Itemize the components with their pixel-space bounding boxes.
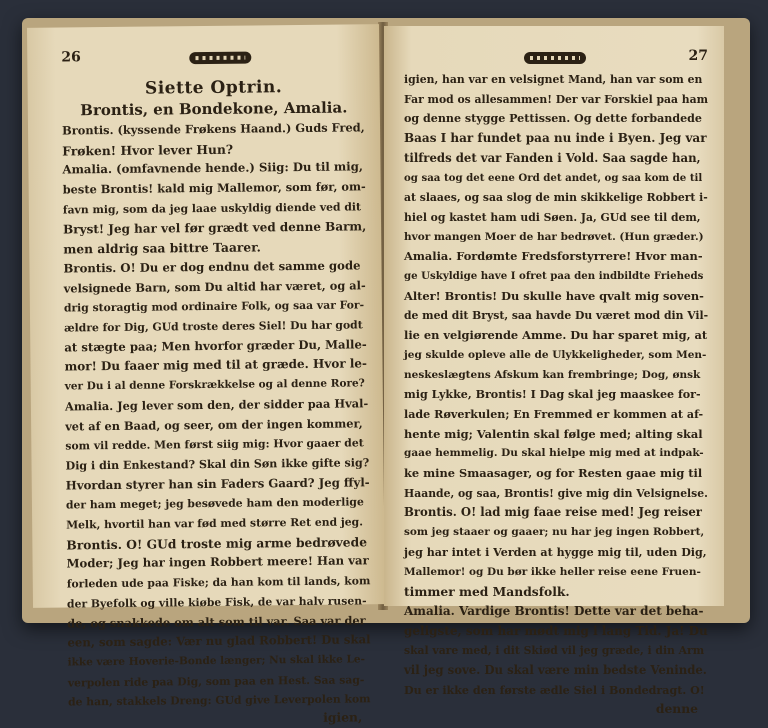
text-line: ge Uskyldige have I ofret paa den indbildte Frieheds xyxy=(404,270,704,283)
text-line: geligste, som har mødt mig i lang Tid. Ja! Du xyxy=(404,623,708,638)
text-line: Brontis. O! GUd troste mig arme bedrøvede xyxy=(66,534,368,553)
text-line: tilfreds det var Fanden i Vold. Saa sagde han, xyxy=(404,150,701,165)
text-line: der ham meget; jeg besøvede ham den moderlige xyxy=(65,495,364,512)
text-line: Frøken! Hvor lever Hun? xyxy=(62,141,234,159)
text-line: Amalia. (omfavnende hende.) Siig: Du til mig, xyxy=(62,159,363,177)
text-line: Brontis. O! lad mig faae reise med! Jeg reiser xyxy=(404,505,702,520)
text-line: timmer med Mandsfolk. xyxy=(404,584,570,600)
text-line: lie en velgiørende Amme. Du har sparet mig, at xyxy=(404,328,708,343)
text-line: skal vare med, i dit Skiød vil jeg græde, i din Arm xyxy=(404,644,705,658)
text-line: de med dit Bryst, saa havde Du været mod din Vil- xyxy=(404,309,709,323)
text-line: Far mod os allesammen! Der var Forskiel paa ham xyxy=(404,92,709,106)
text-line: ke mine Smaasager, og for Resten gaae mig til xyxy=(404,466,703,481)
text-line: mig Lykke, Brontis! I Dag skal jeg maaskee for- xyxy=(404,388,701,402)
text-line: jeg skulde opleve alle de Ulykkeligheder, som Men- xyxy=(404,348,707,361)
text-line: Amalia. Fordømte Fredsforstyrrere! Hvor man- xyxy=(404,249,703,264)
right-catchword: denne xyxy=(655,700,698,716)
text-line: de, og snakkede om alt som til var. Saa var der xyxy=(67,612,366,631)
text-line: een, som sagde: Vær nu glad Robbert! Du skal xyxy=(67,632,371,650)
text-line: Mallemor! og Du bør ikke heller reise eene Fruen- xyxy=(404,565,701,578)
text-line: ver Du i al denne Forskrækkelse og al denne Rore? xyxy=(64,377,365,393)
text-line: Alter! Brontis! Du skulle have qvalt mig soven- xyxy=(404,288,704,303)
left-catchword: igien, xyxy=(323,709,363,725)
text-line: vil jeg sove. Du skal være min bedste Veninde. xyxy=(404,663,707,678)
right-text-body xyxy=(404,70,708,701)
text-line: men aldrig saa bittre Taarer. xyxy=(63,239,261,257)
text-line: mor! Du faaer mig med til at græde. Hvor le- xyxy=(64,356,368,374)
text-line: Bryst! Jeg har vel før grædt ved denne Barm, xyxy=(63,218,367,237)
text-line: forleden ude paa Fiske; da han kom til lands, kom xyxy=(66,574,371,591)
text-line: Melk, hvortil han var fød med større Ret end jeg. xyxy=(66,515,364,532)
text-line: Haande, og saa, Brontis! give mig din Velsignelse. xyxy=(404,486,708,500)
text-line: drig storagtig mod ordinaire Folk, og saa var For- xyxy=(63,298,365,315)
left-text-body xyxy=(62,118,372,712)
text-line: lade Røverkulen; En Fremmed er kommen at af- xyxy=(404,407,704,421)
text-line: Dig i din Enkestand? Skal din Søn ikke gifte sig? xyxy=(65,456,370,473)
text-line: neskeslægtens Afskum kan frembringe; Dog, ønsk xyxy=(404,368,701,381)
text-line: beste Brontis! kald mig Mallemor, som før, om- xyxy=(62,179,366,197)
text-line: Du er ikke den første ædle Siel i Bondedragt. O! xyxy=(404,683,705,697)
cast-line: Brontis, en Bondekone, Amalia. xyxy=(80,98,348,120)
text-line: ikke være Hoverie-Bonde længer; Nu skal ikke Le- xyxy=(67,653,365,669)
text-line: jeg har intet i Verden at hygge mig til, uden Dig, xyxy=(404,545,707,559)
text-line: hvor mangen Moer de har bedrøvet. (Hun græder.) xyxy=(404,230,704,243)
text-line: Amalia. Vardige Brontis! Dette var det beha- xyxy=(404,603,704,618)
text-line: Brontis. (kyssende Frøkens Haand.) Guds Fred, xyxy=(61,120,365,138)
ornament-icon xyxy=(524,52,586,64)
ornament-icon xyxy=(189,52,251,65)
text-line: igien, han var en velsignet Mand, han var som en xyxy=(404,73,703,86)
text-line: ældre for Dig, GUd troste deres Siel! Du har godt xyxy=(64,318,363,335)
right-page-number: 27 xyxy=(688,48,708,64)
text-line: som jeg staaer og gaaer; nu har jeg ingen Robbert, xyxy=(404,526,705,539)
text-line: hente mig; Valentin skal følge med; alting skal xyxy=(404,426,703,441)
text-line: Hvordan styrer han sin Faders Gaard? Jeg ffyl- xyxy=(65,474,370,493)
text-line: gaae hemmelig. Du skal hielpe mig med at indpak- xyxy=(404,447,704,460)
text-line: vet af en Baad, og seer, om der ingen kommer, xyxy=(65,415,363,434)
left-page-number: 26 xyxy=(61,49,81,66)
text-line: at stægte paa; Men hvorfor græder Du, Malle- xyxy=(64,337,367,355)
text-line: velsignede Barn, som Du altid har været, og al- xyxy=(63,277,366,296)
text-line: og denne stygge Pettissen. Og dette forbandede xyxy=(404,112,702,126)
right-page-header xyxy=(404,48,708,70)
left-page xyxy=(27,24,385,725)
text-line: Moder; Jeg har ingen Robbert meere! Han var xyxy=(66,553,369,571)
text-line: hiel og kastet ham udi Søen. Ja, GUd see til dem, xyxy=(404,210,701,224)
text-line: og saa tog det eene Ord det andet, og saa kom de til xyxy=(404,171,703,184)
text-line: de han, stakkels Dreng: GUd give Leverpolen kom xyxy=(67,692,371,709)
right-page xyxy=(384,26,724,716)
text-line: Amalia. Jeg lever som den, der sidder paa Hval- xyxy=(64,396,369,414)
left-page-header xyxy=(61,46,365,71)
text-line: favn mig, som da jeg laae uskyldig diende ved dit xyxy=(62,200,362,217)
text-line: at slaaes, og saa slog de min skikkelige Robbert i- xyxy=(404,191,708,205)
text-line: verpolen ride paa Dig, som paa en Hest. Saa sag- xyxy=(67,673,365,690)
text-line: der Byefolk og ville kiøbe Fisk, de var halv rusen- xyxy=(66,594,367,611)
text-line: Brontis. O! Du er dog endnu det samme gode xyxy=(63,258,361,276)
scene-title: Siette Optrin. xyxy=(144,77,283,99)
text-line: som vil redde. Men først siig mig: Hvor gaaer det xyxy=(65,436,364,453)
text-line: Baas I har fundet paa nu inde i Byen. Jeg var xyxy=(404,131,707,146)
